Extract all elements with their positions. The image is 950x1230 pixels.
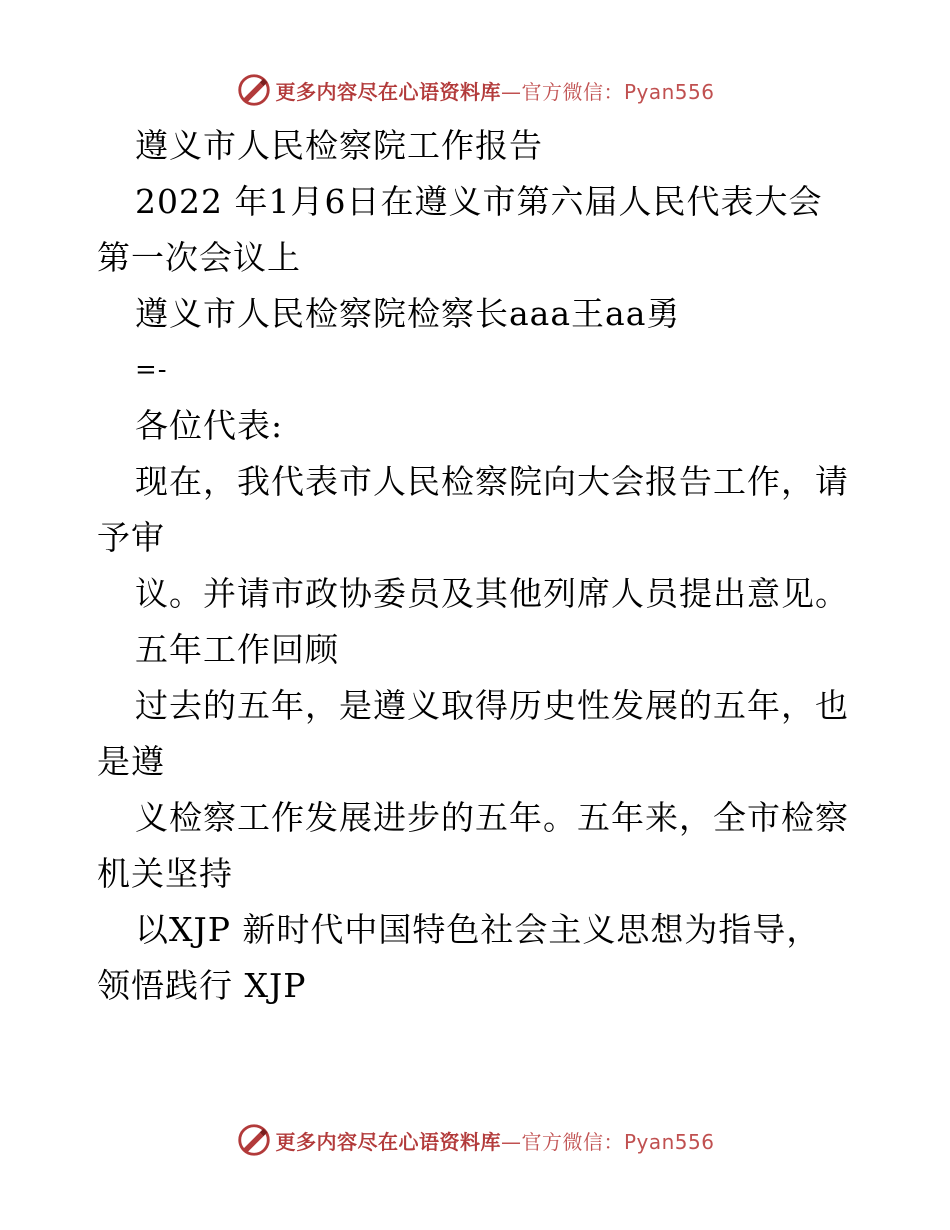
doc-section-heading: 五年工作回顾 [135,630,339,669]
doc-line: 义检察工作发展进步的五年。五年来，全市检察 [135,798,849,837]
doc-line: 议。并请市政协委员及其他列席人员提出意见。 [135,574,849,613]
doc-line: 过去的五年，是遵义取得历史性发展的五年，也 [135,686,849,725]
doc-line: 第一次会议上 [97,238,301,277]
doc-title: 遵义市人民检察院工作报告 [135,126,543,165]
doc-line: 以XJP 新时代中国特色社会主义思想为指导， [135,910,821,949]
doc-line: 各位代表: [135,406,284,445]
doc-line: =- [135,355,168,385]
report-body [97,118,857,1014]
banner-text: 更多内容尽在心语资料库—官方微信：Pyan556 [275,79,715,104]
header-banner [0,70,950,110]
doc-line: 予审 [97,518,165,557]
pen-logo-icon [235,71,273,109]
doc-line: 2022 年1月6日在遵义市第六届人民代表大会 [135,182,823,221]
doc-line: 是遵 [97,742,165,781]
banner-text: 更多内容尽在心语资料库—官方微信：Pyan556 [275,1129,715,1154]
pen-logo-icon [235,1121,273,1159]
doc-author: 遵义市人民检察院检察长aaa王aa勇 [135,294,681,333]
footer-banner [0,1120,950,1160]
doc-line: 领悟践行 XJP [97,966,307,1005]
doc-line: 机关坚持 [97,854,233,893]
doc-line: 现在，我代表市人民检察院向大会报告工作，请 [135,462,849,501]
